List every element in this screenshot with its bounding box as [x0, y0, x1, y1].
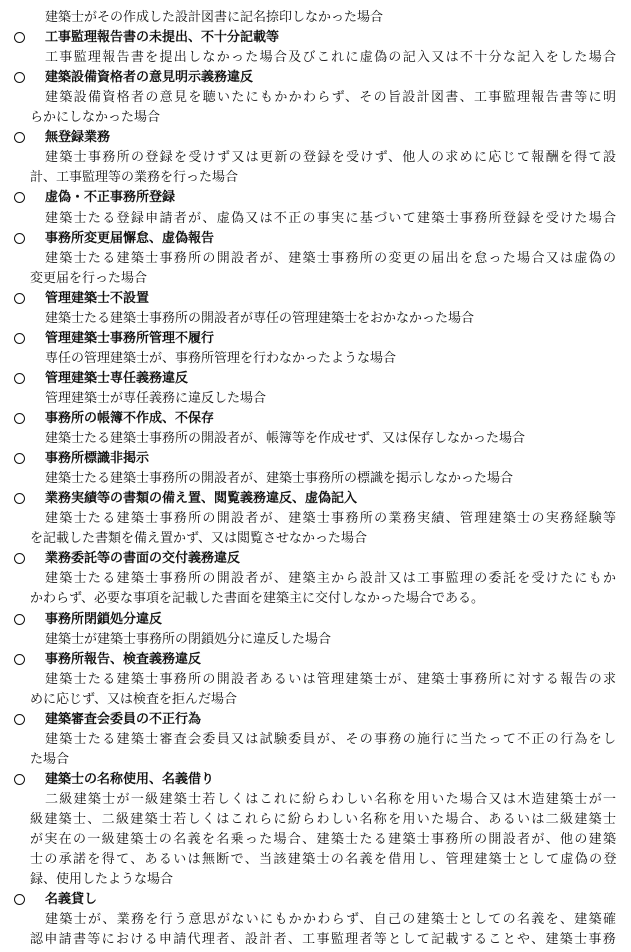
body-line	[0, 108, 631, 128]
heading-text: 管理建築士事務所管理不履行	[45, 330, 215, 346]
body-line	[0, 830, 631, 850]
bullet-circle-icon	[14, 614, 25, 625]
body-line	[0, 529, 631, 549]
heading-text: 事務所閉鎖処分違反	[45, 611, 163, 627]
body-line	[0, 469, 631, 489]
bullet-circle-icon	[14, 553, 25, 564]
body-line	[0, 389, 631, 409]
body-line	[0, 930, 631, 950]
body-line	[0, 589, 631, 609]
section-heading	[0, 650, 631, 670]
section-heading	[0, 489, 631, 509]
section-heading	[0, 329, 631, 349]
bullet-circle-icon	[14, 373, 25, 384]
line-text: 録、使用したような場合	[30, 872, 174, 888]
section-heading	[0, 128, 631, 148]
line-text: 級建築士、二級建築士若しくはこれらに紛らわしい名称を用いた場合、あるいは二級建築士	[30, 812, 618, 827]
bullet-circle-icon	[14, 192, 25, 203]
bullet-circle-icon	[14, 132, 25, 143]
bullet-circle-icon	[14, 32, 25, 43]
bullet-circle-icon	[14, 413, 25, 424]
line-text: 建築士たる建築士審査会委員又は試験委員が、その事務の施行に当たって不正の行為をし	[45, 731, 618, 747]
bullet-circle-icon	[14, 714, 25, 725]
bullet-circle-icon	[14, 894, 25, 905]
line-text: かわらず、必要な事項を記載した書面を建築主に交付しなかった場合である。	[30, 591, 484, 607]
body-line	[0, 670, 631, 690]
body-line	[0, 249, 631, 269]
line-text: 建築士事務所の登録を受けず又は更新の登録を受けず、他人の求めに応じて報酬を得て設	[45, 150, 618, 166]
section-heading	[0, 289, 631, 309]
body-line	[0, 509, 631, 529]
bullet-circle-icon	[14, 493, 25, 504]
section-heading	[0, 28, 631, 48]
section-heading	[0, 449, 631, 469]
heading-text: 無登録業務	[45, 130, 111, 146]
body-line	[0, 910, 631, 930]
body-line	[0, 630, 631, 650]
line-text: 工事監理報告書を提出しなかった場合及びこれに虚偽の記入又は不十分な記入をした場合	[45, 50, 618, 66]
body-line	[0, 269, 631, 289]
heading-text: 業務実績等の書類の備え置、閲覧義務違反、虚偽記入	[45, 491, 358, 507]
line-text: 認申請書等における申請代理者、設計者、工事監理者等として記載することや、建築士事務	[30, 932, 618, 948]
line-text: 建築士が、業務を行う意思がないにもかかわらず、自己の建築士としての名義を、建築確	[45, 912, 618, 928]
line-text: た場合	[30, 751, 70, 767]
body-line	[0, 88, 631, 108]
section-heading	[0, 610, 631, 630]
heading-text: 虚偽・不正事務所登録	[45, 190, 176, 206]
line-text: 建築士たる建築士事務所の開設者あるいは管理建築士が、建築士事務所に対する報告の求	[45, 671, 618, 687]
line-text: 専任の管理建築士が、事務所管理を行わなかったような場合	[45, 350, 397, 366]
body-line	[0, 810, 631, 830]
body-line	[0, 730, 631, 750]
heading-text: 建築士の名称使用、名義借り	[45, 771, 215, 787]
section-heading	[0, 549, 631, 569]
line-text: 建築士が建築士事務所の閉鎖処分に違反した場合	[45, 631, 332, 647]
heading-text: 建築設備資格者の意見明示義務違反	[45, 70, 254, 86]
body-line	[0, 870, 631, 890]
body-line	[0, 349, 631, 369]
line-text: 計、工事監理等の業務を行った場合	[30, 170, 239, 186]
bullet-circle-icon	[14, 453, 25, 464]
heading-text: 建築審査会委員の不正行為	[45, 711, 202, 727]
section-heading	[0, 770, 631, 790]
line-text: 建築士たる建築士事務所の開設者が、建築主から設計又は工事監理の委託を受けたにもか	[45, 571, 618, 587]
heading-text: 事務所標識非掲示	[45, 451, 150, 467]
heading-text: 管理建築士不設置	[45, 290, 150, 306]
line-text: 建築設備資格者の意見を聴いたにもかかわらず、その旨設計図書、工事監理報告書等に明	[45, 90, 618, 106]
line-text: めに応じず、又は検査を拒んだ場合	[30, 691, 237, 707]
line-text: 管理建築士が専任義務に違反した場合	[45, 390, 267, 406]
heading-text: 工事監理報告書の未提出、不十分記載等	[45, 30, 280, 46]
line-text: 変更届を行った場合	[30, 270, 148, 286]
section-heading	[0, 710, 631, 730]
body-line	[0, 309, 631, 329]
heading-text: 業務委託等の書面の交付義務違反	[45, 551, 241, 567]
line-text: 建築士たる登録申請者が、虚偽又は不正の事実に基づいて建築士事務所登録を受けた場合	[45, 210, 618, 226]
line-text: 二級建築士が一級建築士若しくはこれに紛らわしい名称を用いた場合又は木造建築士が一	[45, 791, 618, 807]
bullet-circle-icon	[14, 293, 25, 304]
line-text: 士の承諾を得て、あるいは無断で、当該建築士の名義を借用し、管理建築士として虚偽の登	[30, 852, 618, 868]
section-heading	[0, 229, 631, 249]
heading-text: 事務所の帳簿不作成、不保存	[45, 411, 215, 426]
line-text: 建築士たる建築士事務所の開設者が、建築士事務所の業務実績、管理建築士の実務経験等	[45, 511, 618, 527]
heading-text: 事務所変更届懈怠、虚偽報告	[45, 230, 215, 246]
line-text: 建築士たる建築士事務所の開設者が、帳簿等を作成せず、又は保存しなかった場合	[45, 431, 525, 447]
body-line	[0, 569, 631, 589]
line-text: が実在の一級建築士の名義を名乗った場合、建築士たる建築士事務所の開設者が、他の建築	[30, 832, 618, 848]
section-heading	[0, 68, 631, 88]
bullet-circle-icon	[14, 72, 25, 83]
body-line	[0, 8, 631, 28]
body-line	[0, 148, 631, 168]
body-line	[0, 750, 631, 770]
body-line	[0, 48, 631, 68]
heading-text: 事務所報告、検査義務違反	[45, 651, 202, 667]
heading-text: 名義貸し	[45, 892, 98, 908]
bullet-circle-icon	[14, 233, 25, 244]
bullet-circle-icon	[14, 333, 25, 344]
line-text: 建築士たる建築士事務所の開設者が専任の管理建築士をおかなかった場合	[45, 310, 475, 326]
section-heading	[0, 188, 631, 208]
body-line	[0, 690, 631, 710]
section-heading	[0, 409, 631, 429]
body-line	[0, 209, 631, 229]
section-heading	[0, 890, 631, 910]
line-text: 建築士たる建築士事務所の開設者が、建築士事務所の変更の届出を怠った場合又は虚偽の	[45, 250, 618, 266]
bullet-circle-icon	[14, 774, 25, 785]
line-text: らかにしなかった場合	[30, 110, 161, 126]
section-heading	[0, 369, 631, 389]
line-text: 建築士がその作成した設計図書に記名捺印しなかった場合	[45, 10, 384, 25]
body-line	[0, 168, 631, 188]
body-line	[0, 790, 631, 810]
body-line	[0, 850, 631, 870]
line-text: を記載した書類を備え置かず、又は閲覧させなかった場合	[30, 531, 367, 547]
bullet-circle-icon	[14, 654, 25, 665]
heading-text: 管理建築士専任義務違反	[45, 370, 189, 386]
body-line	[0, 429, 631, 449]
line-text: 建築士たる建築士事務所の開設者が、建築士事務所の標識を掲示しなかった場合	[45, 471, 514, 487]
